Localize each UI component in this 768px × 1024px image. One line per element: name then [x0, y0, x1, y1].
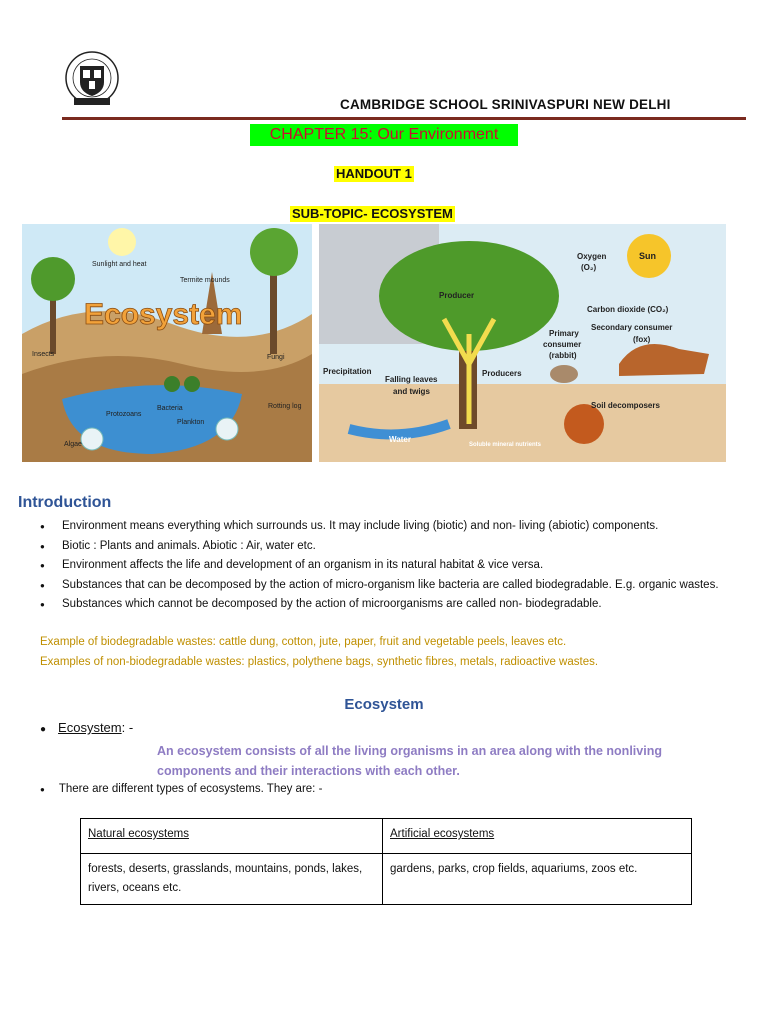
label-plankton: Plankton [177, 419, 205, 426]
label-primary: Primary [549, 329, 579, 338]
label-sun: Sun [639, 251, 656, 261]
label-fox: (fox) [633, 335, 651, 344]
introduction-list [40, 517, 740, 615]
label-co2: Carbon dioxide (CO₂) [587, 305, 669, 314]
list-item: ● Biotic : Plants and animals. Abiotic : Air, water etc. [40, 537, 740, 557]
ecosystem-term-suffix: : - [121, 720, 134, 735]
list-item: ● Environment affects the life and development of an organism in its natural habitat & vice versa. [40, 556, 740, 576]
table-row [81, 854, 692, 905]
ecosystem-term: Ecosystem [58, 720, 122, 735]
label-fungi: Fungi [267, 354, 285, 361]
label-bacteria: Bacteria [157, 405, 183, 412]
label-insects: Insects [32, 351, 55, 358]
label-secondary: Secondary consumer [591, 323, 673, 332]
label-rotting-log: Rotting log [268, 403, 302, 410]
table-header-natural: Natural ecosystems [81, 819, 383, 854]
header-rule [62, 117, 746, 120]
list-item: ● Environment means everything which surrounds us. It may include living (biotic) and non- living (abiotic) components. [40, 517, 740, 537]
label-termite: Termite mounds [180, 277, 230, 284]
label-consumer: consumer [543, 340, 582, 349]
list-item: ● Substances that can be decomposed by the action of micro-organism like bacteria are called biodegradable. E.g. organic wastes. [40, 576, 740, 596]
ecosystem-definition: An ecosystem consists of all the living organisms in an area along with the nonliving components and their interactions with each other. [157, 744, 662, 778]
label-protozoans: Protozoans [106, 411, 142, 418]
label-nutrients: Soluble mineral nutrients [469, 442, 542, 448]
label-o2: (O₂) [581, 263, 597, 272]
list-item: ● Substances which cannot be decomposed by the action of microorganisms are called non- biodegradable. [40, 595, 740, 615]
label-soil: Soil decomposers [591, 401, 660, 410]
chapter-title: CHAPTER 15: Our Environment [250, 124, 518, 146]
table-row [81, 819, 692, 854]
ecosystem-types-table [80, 818, 692, 905]
table-header-artificial: Artificial ecosystems [383, 819, 692, 854]
ecosystem-term-row [40, 720, 133, 735]
ecosystem-illustration [22, 224, 312, 462]
label-algae: Algae [64, 441, 82, 448]
ecosystem-title-text: Ecosystem [84, 298, 243, 331]
label-falling-2: and twigs [393, 387, 430, 396]
bullet-icon: ● [40, 724, 47, 735]
label-falling-1: Falling leaves [385, 375, 438, 384]
label-precipitation: Precipitation [323, 367, 372, 376]
label-oxygen: Oxygen [577, 252, 607, 261]
table-cell-natural: forests, deserts, grasslands, mountains, ponds, lakes, rivers, oceans etc. [81, 854, 383, 905]
ecosystem-heading: Ecosystem [344, 696, 424, 713]
handout-label: HANDOUT 1 [336, 166, 412, 181]
label-producers: Producers [482, 369, 522, 378]
label-producer: Producer [439, 291, 475, 300]
ecosystem-types-row [40, 783, 322, 795]
ecosystem-cycle-illustration [319, 224, 726, 462]
school-logo [62, 50, 122, 110]
bullet-icon: ● [40, 785, 45, 794]
school-name: CAMBRIDGE SCHOOL SRINIVASPURI NEW DELHI [340, 97, 671, 112]
introduction-heading: Introduction [18, 494, 112, 511]
non-biodegradable-examples: Examples of non-biodegradable wastes: plastics, polythene bags, synthetic fibres, metals, radioactive wastes. [40, 656, 599, 668]
ecosystem-types-intro: There are different types of ecosystems. They are: - [58, 783, 323, 795]
subtopic-label: SUB-TOPIC- ECOSYSTEM [292, 206, 453, 221]
label-water: Water [389, 435, 411, 444]
table-cell-artificial: gardens, parks, crop fields, aquariums, zoos etc. [383, 854, 692, 905]
label-rabbit: (rabbit) [549, 351, 577, 360]
label-sunlight: Sunlight and heat [92, 261, 147, 268]
biodegradable-examples: Example of biodegradable wastes: cattle dung, cotton, jute, paper, fruit and vegetable peels, leaves etc. [40, 636, 567, 648]
